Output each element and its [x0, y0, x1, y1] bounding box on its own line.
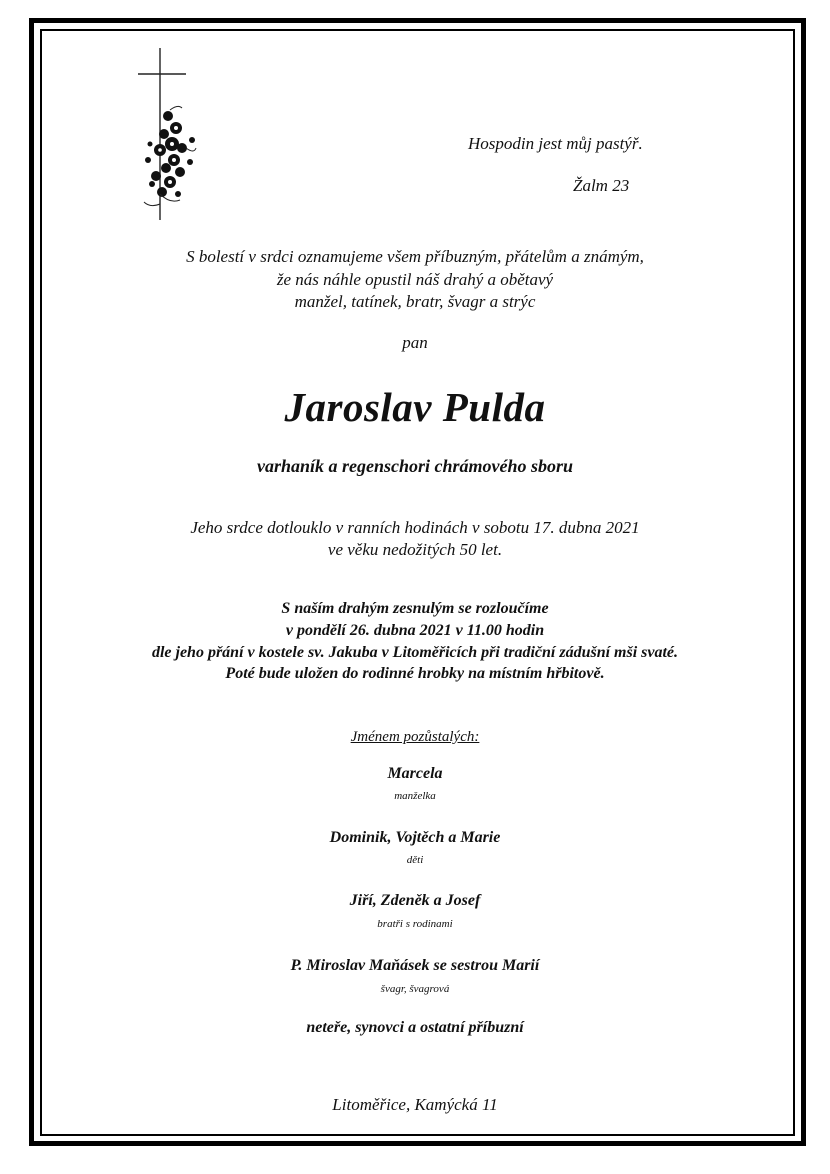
- funeral-line-2: v pondělí 26. dubna 2021 v 11.00 hodin: [285, 622, 545, 639]
- mourner-name: Dominik, Vojtěch a Marie: [329, 829, 501, 846]
- honorific: pan: [402, 333, 428, 352]
- cross-with-flowers-icon: [130, 44, 210, 224]
- psalm-reference: Žalm 23: [573, 176, 630, 195]
- mourner-name: Jiří, Zdeněk a Josef: [349, 892, 481, 909]
- mourner-name: Marcela: [387, 765, 443, 782]
- announcement-line-3: manžel, tatínek, bratr, švagr a strýc: [294, 292, 536, 311]
- mourners-heading: Jménem pozůstalých:: [350, 729, 480, 745]
- psalm-quote: Hospodin jest můj pastýř.: [468, 134, 643, 153]
- deceased-name: Jaroslav Pulda: [284, 384, 546, 430]
- death-line-1: Jeho srdce dotlouklo v ranních hodinách v sobotu 17. dubna 2021: [190, 518, 640, 537]
- other-relatives: neteře, synovci a ostatní příbuzní: [306, 1019, 524, 1036]
- mourner-relation: manželka: [394, 790, 436, 802]
- announcement-line-2: že nás náhle opustil náš drahý a obětavý: [276, 270, 554, 289]
- mourner-name: P. Miroslav Maňásek se sestrou Marií: [290, 957, 540, 974]
- funeral-line-1: S naším drahým zesnulým se rozloučíme: [281, 600, 549, 617]
- deceased-occupation: varhaník a regenschori chrámového sboru: [256, 456, 574, 476]
- address: Litoměřice, Kamýcká 11: [332, 1095, 498, 1114]
- mourner-relation: děti: [406, 854, 424, 866]
- death-line-2: ve věku nedožitých 50 let.: [327, 540, 503, 559]
- mourner-relation: švagr, švagrová: [380, 983, 450, 995]
- announcement-line-1: S bolestí v srdci oznamujeme všem příbuzným, přátelům a známým,: [186, 247, 644, 266]
- funeral-line-3: dle jeho přání v kostele sv. Jakuba v Litoměřicích při tradiční zádušní mši svaté.: [151, 644, 679, 661]
- funeral-line-4: Poté bude uložen do rodinné hrobky na místním hřbitově.: [225, 665, 605, 682]
- mourner-relation: bratři s rodinami: [377, 918, 453, 930]
